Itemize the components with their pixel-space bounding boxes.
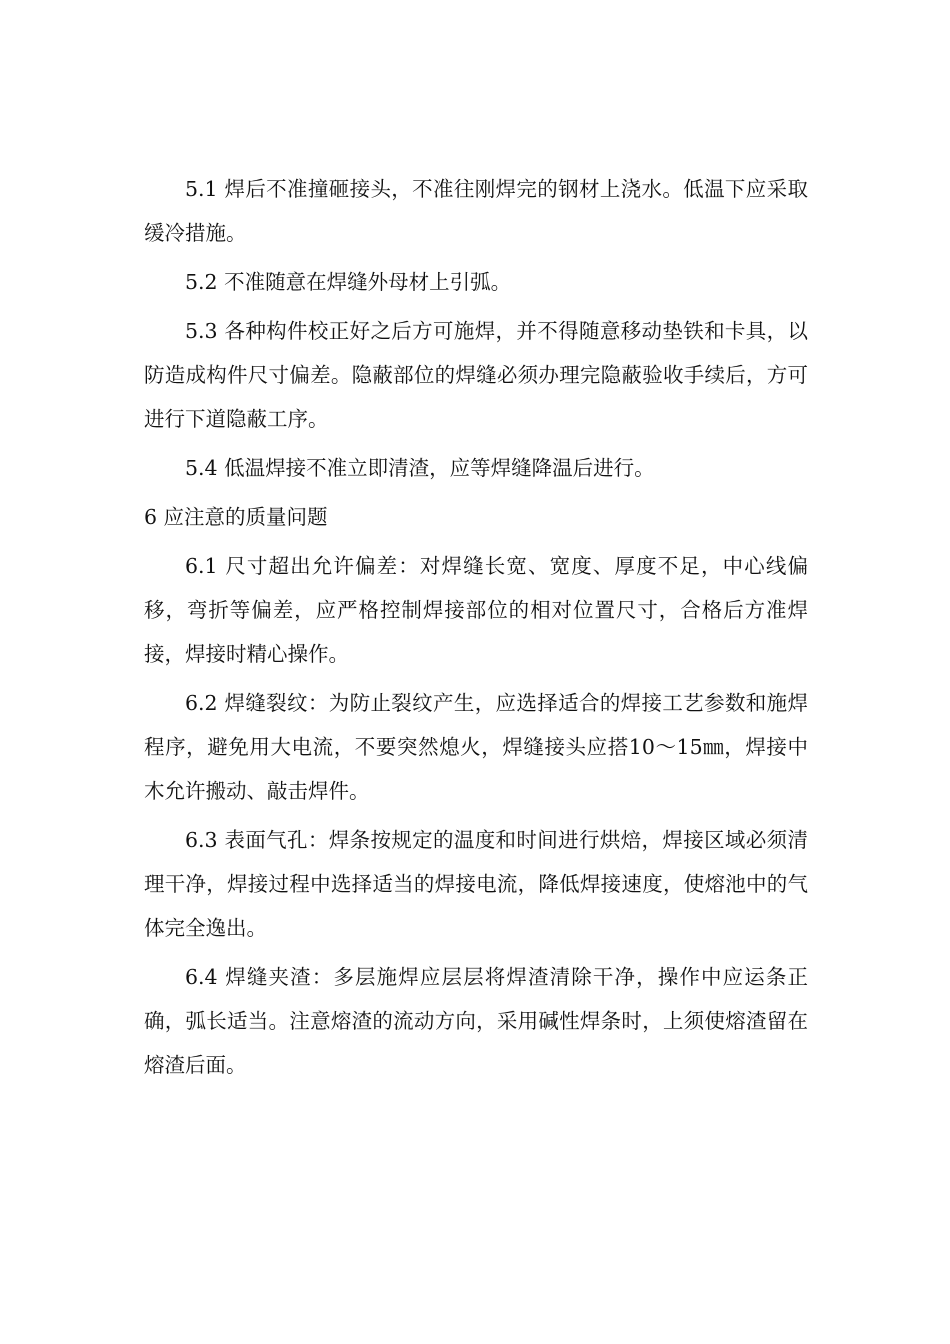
paragraph-6-3: 6.3 表面气孔：焊条按规定的温度和时间进行烘焙，焊接区域必须清理干净，焊接过程中选择适当的焊接电流，降低焊接速度，使熔池中的气体完全逸出。 — [144, 828, 808, 940]
paragraph-5-4: 5.4 低温焊接不准立即清渣，应等焊缝降温后进行。 — [185, 456, 655, 480]
section-heading-6: 6 应注意的质量问题 — [144, 505, 328, 529]
paragraph-6-4: 6.4 焊缝夹渣：多层施焊应层层将焊渣清除干净，操作中应运条正确，弧长适当。注意熔渣的流动方向，采用碱性焊条时，上须使熔渣留在熔渣后面。 — [144, 965, 808, 1077]
paragraph-5-1: 5.1 焊后不准撞砸接头，不准往刚焊完的钢材上浇水。低温下应采取缓冷措施。 — [144, 177, 808, 245]
paragraph-6-1: 6.1 尺寸超出允许偏差：对焊缝长宽、宽度、厚度不足，中心线偏移，弯折等偏差，应严格控制焊接部位的相对位置尺寸，合格后方准焊接，焊接时精心操作。 — [144, 554, 808, 666]
paragraph-5-2: 5.2 不准随意在焊缝外母材上引弧。 — [185, 270, 512, 294]
paragraph-5-3: 5.3 各种构件校正好之后方可施焊，并不得随意移动垫铁和卡具，以防造成构件尺寸偏差。隐蔽部位的焊缝必须办理完隐蔽验收手续后，方可进行下道隐蔽工序。 — [144, 319, 808, 431]
paragraph-6-2: 6.2 焊缝裂纹：为防止裂纹产生，应选择适合的焊接工艺参数和施焊程序，避免用大电流，不要突然熄火，焊缝接头应搭10～15㎜，焊接中木允许搬动、敲击焊件。 — [144, 691, 808, 803]
document-body — [144, 167, 808, 1092]
